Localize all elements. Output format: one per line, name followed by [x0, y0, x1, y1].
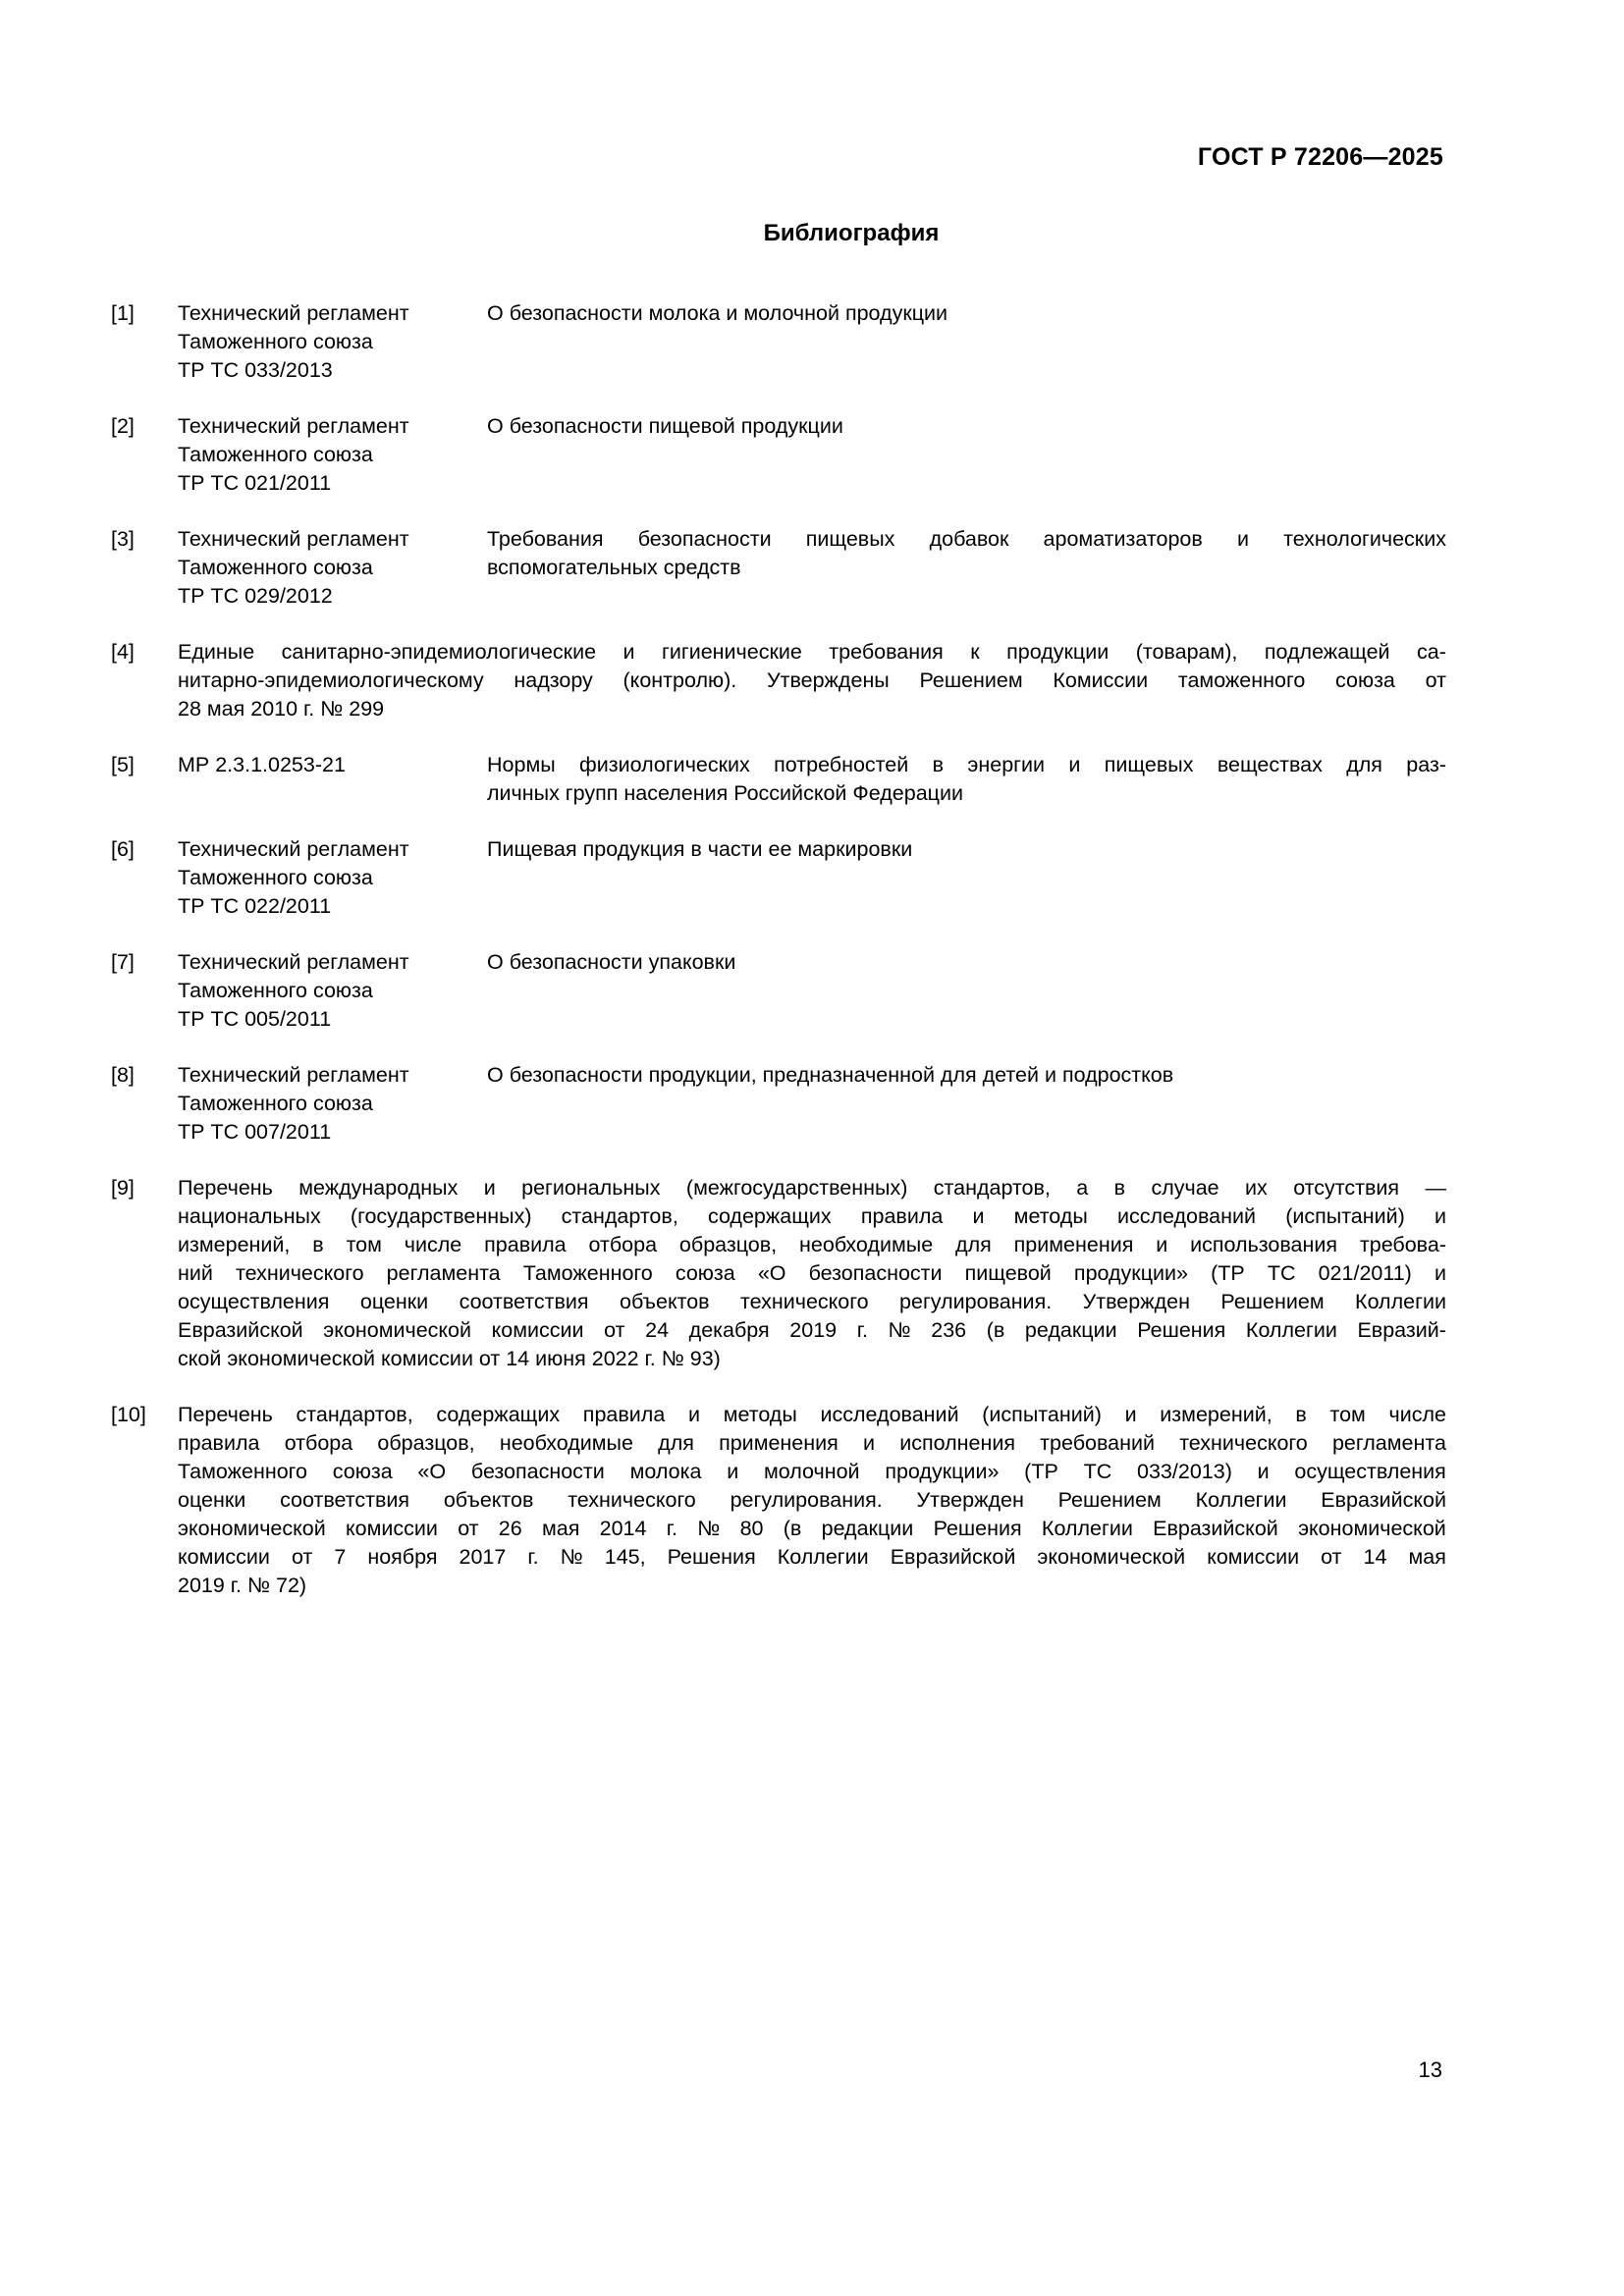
entry-number: [9]	[111, 1176, 135, 1200]
text-line: комиссии от 7 ноября 2017 г. № 145, Решения Коллегии Евразийской экономической комиссии от 14 мая	[178, 1545, 1446, 1569]
text-line: ТР ТС 007/2011	[178, 1120, 332, 1144]
text-line: 28 мая 2010 г. № 299	[178, 697, 385, 721]
entry-reference-label	[178, 299, 487, 385]
text-line: Нормы физиологических потребностей в энергии и пищевых веществах для раз-	[487, 753, 1446, 776]
entry-number: [10]	[111, 1403, 146, 1426]
text-line: Технический регламент	[178, 950, 409, 974]
text-line: Таможенного союза	[178, 866, 373, 889]
entry-reference-label	[178, 835, 487, 921]
text-line: вспомогательных средств	[487, 556, 741, 579]
bibliography-entry	[111, 525, 1446, 611]
entry-description	[487, 1061, 1446, 1090]
text-line: Таможенного союза	[178, 443, 373, 466]
text-line: МР 2.3.1.0253-21	[178, 753, 346, 776]
text-line: О безопасности молока и молочной продукции	[487, 301, 948, 325]
entry-description	[487, 299, 1446, 328]
text-line: Таможенного союза	[178, 1092, 373, 1115]
text-line: Таможенного союза	[178, 556, 373, 579]
text-line: О безопасности упаковки	[487, 950, 736, 974]
entry-description	[487, 751, 1446, 808]
text-line: Технический регламент	[178, 301, 409, 325]
text-line: 2019 г. № 72)	[178, 1574, 307, 1597]
text-line: ний технического регламента Таможенного союза «О безопасности пищевой продукции» (ТР ТС 021/2011) и	[178, 1261, 1446, 1285]
bibliography-entry	[111, 299, 1446, 385]
bibliography-list	[111, 299, 1446, 1600]
entry-reference-label	[178, 412, 487, 498]
text-line: Перечень международных и региональных (межгосударственных) стандартов, а в случае их отсутствия —	[178, 1176, 1446, 1200]
entry-number: [4]	[111, 640, 135, 664]
entry-description	[487, 835, 1446, 864]
text-line: экономической комиссии от 26 мая 2014 г. № 80 (в редакции Решения Коллегии Евразийской экономической	[178, 1517, 1446, 1540]
bibliography-entry	[111, 1401, 1446, 1600]
entry-reference-label	[178, 1061, 487, 1147]
bibliography-entry	[111, 835, 1446, 921]
bibliography-entry	[111, 948, 1446, 1034]
entry-description	[178, 1174, 1446, 1373]
text-line: нитарно-эпидемиологическому надзору (контролю). Утверждены Решением Комиссии таможенного союза от	[178, 668, 1446, 692]
text-line: осуществления оценки соответствия объектов технического регулирования. Утвержден Решением Коллегии	[178, 1290, 1446, 1313]
text-line: Технический регламент	[178, 837, 409, 861]
text-line: Пищевая продукция в части ее маркировки	[487, 837, 913, 861]
entry-reference-label	[178, 751, 487, 779]
text-line: ТР ТС 033/2013	[178, 358, 333, 382]
entry-number: [3]	[111, 527, 135, 551]
text-line: Технический регламент	[178, 1063, 409, 1087]
section-title: Библиография	[763, 220, 940, 246]
bibliography-entry	[111, 751, 1446, 808]
entry-number: [6]	[111, 837, 135, 861]
bibliography-entry	[111, 1174, 1446, 1373]
entry-number: [1]	[111, 301, 135, 325]
entry-number: [5]	[111, 753, 135, 776]
text-line: национальных (государственных) стандартов, содержащих правила и методы исследований (испытаний) и	[178, 1204, 1446, 1228]
text-line: Технический регламент	[178, 414, 409, 438]
text-line: Таможенного союза «О безопасности молока и молочной продукции» (ТР ТС 033/2013) и осуществления	[178, 1460, 1446, 1483]
bibliography-entry	[111, 1061, 1446, 1147]
entry-description	[178, 638, 1446, 723]
text-line: О безопасности продукции, предназначенной для детей и подростков	[487, 1063, 1174, 1087]
text-line: Таможенного союза	[178, 330, 373, 353]
text-line: ской экономической комиссии от 14 июня 2022 г. № 93)	[178, 1347, 721, 1370]
entry-description	[487, 525, 1446, 582]
text-line: измерений, в том числе правила отбора образцов, необходимые для применения и использования требова-	[178, 1233, 1446, 1256]
text-line: ТР ТС 005/2011	[178, 1007, 332, 1031]
entry-number: [8]	[111, 1063, 135, 1087]
text-line: Единые санитарно-эпидемиологические и гигиенические требования к продукции (товарам), подлежащей са-	[178, 640, 1446, 664]
bibliography-entry	[111, 638, 1446, 723]
text-line: оценки соответствия объектов технического регулирования. Утвержден Решением Коллегии Евразийской	[178, 1488, 1446, 1512]
text-line: ТР ТС 021/2011	[178, 471, 332, 495]
bibliography-entry	[111, 412, 1446, 498]
entry-description	[178, 1401, 1446, 1600]
page-number: 13	[1418, 2057, 1442, 2082]
entry-reference-label	[178, 525, 487, 611]
text-line: Требования безопасности пищевых добавок ароматизаторов и технологических	[487, 527, 1446, 551]
entry-reference-label	[178, 948, 487, 1034]
text-line: личных групп населения Российской Федерации	[487, 781, 963, 805]
text-line: Перечень стандартов, содержащих правила и методы исследований (испытаний) и измерений, в том числе	[178, 1403, 1446, 1426]
text-line: ТР ТС 029/2012	[178, 584, 333, 608]
entry-description	[487, 948, 1446, 977]
text-line: ТР ТС 022/2011	[178, 894, 332, 918]
text-line: О безопасности пищевой продукции	[487, 414, 843, 438]
text-line: Евразийской экономической комиссии от 24 декабря 2019 г. № 236 (в редакции Решения Коллегии Евразий-	[178, 1318, 1446, 1342]
text-line: Технический регламент	[178, 527, 409, 551]
document-header-standard-number: ГОСТ Р 72206—2025	[1197, 143, 1443, 171]
text-line: Таможенного союза	[178, 979, 373, 1002]
entry-description	[487, 412, 1446, 441]
entry-number: [7]	[111, 950, 135, 974]
entry-number: [2]	[111, 414, 135, 438]
text-line: правила отбора образцов, необходимые для применения и исполнения требований технического регламента	[178, 1431, 1446, 1455]
